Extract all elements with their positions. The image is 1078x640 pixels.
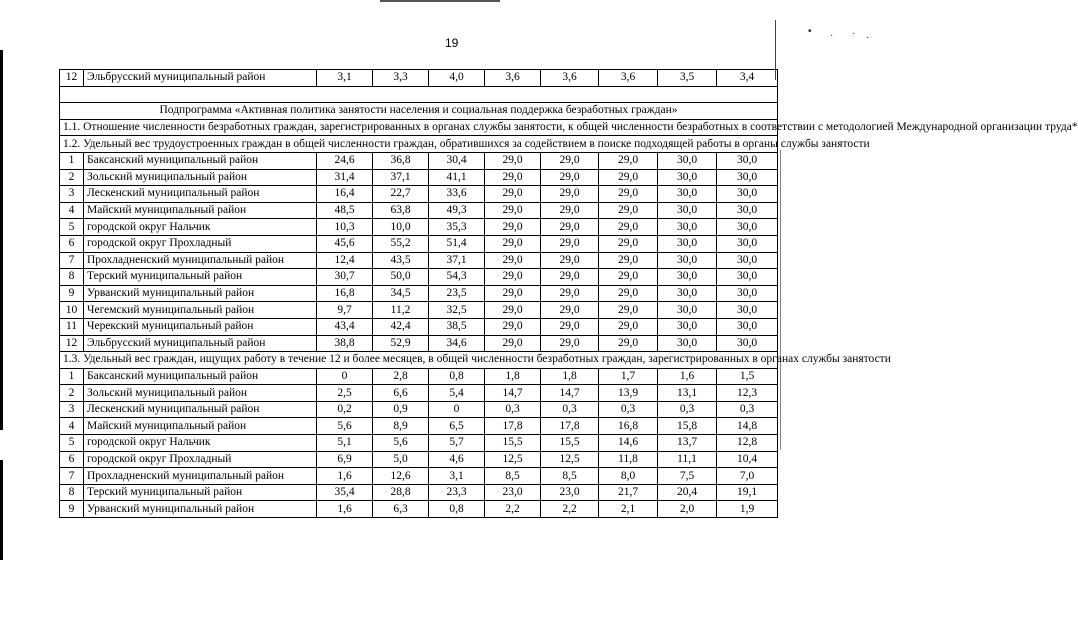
value-cell: 30,0 (717, 252, 778, 269)
value-cell: 34,6 (429, 335, 485, 352)
value-cell: 30,0 (717, 186, 778, 203)
district-name: городской округ Прохладный (84, 451, 317, 468)
value-cell: 30,0 (717, 318, 778, 335)
value-cell: 12,4 (317, 252, 373, 269)
district-name: Лескенский муниципальный район (84, 401, 317, 418)
value-cell: 30,0 (717, 269, 778, 286)
value-cell: 29,0 (485, 186, 541, 203)
table-row (60, 501, 778, 518)
district-name: Лескенский муниципальный район (84, 186, 317, 203)
row-index: 8 (60, 484, 84, 501)
value-cell: 1,6 (658, 368, 717, 385)
value-cell: 11,2 (373, 302, 429, 319)
value-cell: 14,6 (599, 435, 658, 452)
value-cell: 0,3 (658, 401, 717, 418)
value-cell: 1,8 (485, 368, 541, 385)
value-cell: 29,0 (485, 235, 541, 252)
value-cell: 51,4 (429, 235, 485, 252)
row-index: 8 (60, 269, 84, 286)
district-name: Эльбрусский муниципальный район (84, 335, 317, 352)
row-index: 3 (60, 401, 84, 418)
value-cell: 29,0 (485, 169, 541, 186)
value-cell: 30,0 (717, 335, 778, 352)
value-cell: 30,0 (658, 202, 717, 219)
table-row (60, 186, 778, 203)
value-cell: 16,4 (317, 186, 373, 203)
value-cell: 29,0 (599, 285, 658, 302)
value-cell: 28,8 (373, 484, 429, 501)
value-cell: 13,1 (658, 385, 717, 402)
row-index: 10 (60, 302, 84, 319)
value-cell: 11,1 (658, 451, 717, 468)
value-cell: 29,0 (541, 269, 599, 286)
value-cell: 4,6 (429, 451, 485, 468)
value-cell: 0,3 (541, 401, 599, 418)
table-row (60, 335, 778, 352)
value-cell: 45,6 (317, 235, 373, 252)
value-cell: 16,8 (317, 285, 373, 302)
scan-top-line (380, 0, 500, 2)
value-cell: 3,3 (373, 70, 429, 87)
value-cell: 30,0 (658, 335, 717, 352)
value-cell: 16,8 (599, 418, 658, 435)
value-cell: 23,3 (429, 484, 485, 501)
district-name: городской округ Нальчик (84, 219, 317, 236)
value-cell: 12,6 (373, 468, 429, 485)
value-cell: 3,1 (429, 468, 485, 485)
value-cell: 29,0 (541, 152, 599, 169)
value-cell: 30,0 (658, 318, 717, 335)
blank-cell (60, 86, 778, 103)
value-cell: 49,3 (429, 202, 485, 219)
value-cell: 37,1 (373, 169, 429, 186)
value-cell: 52,9 (373, 335, 429, 352)
value-cell: 29,0 (599, 302, 658, 319)
value-cell: 11,8 (599, 451, 658, 468)
row-index: 2 (60, 169, 84, 186)
value-cell: 5,1 (317, 435, 373, 452)
table-row (60, 401, 778, 418)
value-cell: 2,8 (373, 368, 429, 385)
indicator-row (60, 119, 778, 136)
value-cell: 0,3 (599, 401, 658, 418)
value-cell: 29,0 (541, 219, 599, 236)
district-name: Прохладненский муниципальный район (84, 468, 317, 485)
value-cell: 29,0 (541, 318, 599, 335)
value-cell: 3,6 (485, 70, 541, 87)
table-row (60, 368, 778, 385)
value-cell: 30,0 (658, 169, 717, 186)
value-cell: 10,0 (373, 219, 429, 236)
table-row (60, 418, 778, 435)
row-index: 4 (60, 202, 84, 219)
value-cell: 0,8 (429, 501, 485, 518)
district-name: Терский муниципальный район (84, 484, 317, 501)
district-name: Баксанский муниципальный район (84, 368, 317, 385)
value-cell: 21,7 (599, 484, 658, 501)
value-cell: 30,0 (658, 152, 717, 169)
scan-dot: • (808, 26, 812, 37)
row-index: 5 (60, 219, 84, 236)
value-cell: 15,8 (658, 418, 717, 435)
indicator-1-2-title: 1.2. Удельный вес трудоустроенных граждан в общей численности граждан, обратившихся за содействием в поиске подходящей работы в органы службы занятости (60, 136, 778, 153)
value-cell: 15,5 (541, 435, 599, 452)
value-cell: 6,5 (429, 418, 485, 435)
value-cell: 29,0 (599, 152, 658, 169)
indicator-1-3-title: 1.3. Удельный вес граждан, ищущих работу в течение 12 и более месяцев, в общей численности безработных граждан, зарегистрированных в органах службы занятости (60, 352, 778, 369)
subprogram-title: Подпрограмма «Активная политика занятости населения и социальная поддержка безработных граждан» (60, 103, 778, 120)
value-cell: 29,0 (485, 252, 541, 269)
indicator-1-1-title: 1.1. Отношение численности безработных граждан, зарегистрированных в органах службы занятости, к общей численности безработных в соответствии с методологией Международной организации труда* (60, 119, 778, 136)
value-cell: 8,5 (485, 468, 541, 485)
value-cell: 37,1 (429, 252, 485, 269)
value-cell: 29,0 (485, 219, 541, 236)
value-cell: 29,0 (541, 235, 599, 252)
value-cell: 8,5 (541, 468, 599, 485)
value-cell: 29,0 (541, 186, 599, 203)
table-row (60, 269, 778, 286)
value-cell: 54,3 (429, 269, 485, 286)
district-name: Зольский муниципальный район (84, 385, 317, 402)
value-cell: 29,0 (541, 302, 599, 319)
value-cell: 0,3 (717, 401, 778, 418)
value-cell: 14,7 (485, 385, 541, 402)
value-cell: 15,5 (485, 435, 541, 452)
scan-fold-line (780, 150, 781, 450)
row-index: 6 (60, 451, 84, 468)
value-cell: 29,0 (599, 202, 658, 219)
row-index: 2 (60, 385, 84, 402)
value-cell: 23,0 (541, 484, 599, 501)
row-index: 7 (60, 252, 84, 269)
value-cell: 10,4 (717, 451, 778, 468)
value-cell: 3,1 (317, 70, 373, 87)
row-index: 6 (60, 235, 84, 252)
value-cell: 0 (429, 401, 485, 418)
value-cell: 19,1 (717, 484, 778, 501)
value-cell: 1,6 (317, 501, 373, 518)
value-cell: 1,7 (599, 368, 658, 385)
table-row (60, 318, 778, 335)
value-cell: 4,0 (429, 70, 485, 87)
value-cell: 0 (317, 368, 373, 385)
value-cell: 23,0 (485, 484, 541, 501)
table-row (60, 202, 778, 219)
value-cell: 29,0 (599, 335, 658, 352)
indicator-row (60, 136, 778, 153)
value-cell: 30,0 (717, 235, 778, 252)
district-name: Зольский муниципальный район (84, 169, 317, 186)
value-cell: 0,2 (317, 401, 373, 418)
value-cell: 2,5 (317, 385, 373, 402)
value-cell: 30,0 (658, 235, 717, 252)
value-cell: 30,0 (717, 219, 778, 236)
table-row (60, 302, 778, 319)
scan-dot: · (830, 30, 834, 41)
value-cell: 29,0 (485, 302, 541, 319)
value-cell: 30,0 (717, 302, 778, 319)
value-cell: 20,4 (658, 484, 717, 501)
value-cell: 12,3 (717, 385, 778, 402)
value-cell: 29,0 (485, 152, 541, 169)
value-cell: 2,2 (541, 501, 599, 518)
district-name: Майский муниципальный район (84, 418, 317, 435)
district-name: городской округ Нальчик (84, 435, 317, 452)
indicators-table (59, 69, 1078, 518)
value-cell: 23,5 (429, 285, 485, 302)
value-cell: 34,5 (373, 285, 429, 302)
value-cell: 30,0 (658, 186, 717, 203)
value-cell: 3,4 (717, 70, 778, 87)
value-cell: 13,7 (658, 435, 717, 452)
value-cell: 29,0 (541, 252, 599, 269)
value-cell: 29,0 (599, 235, 658, 252)
value-cell: 0,9 (373, 401, 429, 418)
value-cell: 0,3 (485, 401, 541, 418)
value-cell: 5,6 (317, 418, 373, 435)
scan-dot: · (866, 32, 870, 43)
value-cell: 36,8 (373, 152, 429, 169)
value-cell: 13,9 (599, 385, 658, 402)
value-cell: 30,0 (658, 269, 717, 286)
value-cell: 38,5 (429, 318, 485, 335)
table-row (60, 451, 778, 468)
page-number: 19 (445, 36, 459, 50)
district-name: Баксанский муниципальный район (84, 152, 317, 169)
value-cell: 12,8 (717, 435, 778, 452)
district-name: Эльбрусский муниципальный район (84, 70, 317, 87)
value-cell: 12,5 (541, 451, 599, 468)
indicator-row (60, 352, 778, 369)
value-cell: 29,0 (541, 202, 599, 219)
value-cell: 30,4 (429, 152, 485, 169)
value-cell: 41,1 (429, 169, 485, 186)
value-cell: 30,0 (717, 285, 778, 302)
value-cell: 30,0 (717, 202, 778, 219)
value-cell: 29,0 (599, 252, 658, 269)
row-index: 1 (60, 152, 84, 169)
value-cell: 14,8 (717, 418, 778, 435)
value-cell: 1,5 (717, 368, 778, 385)
row-index: 4 (60, 418, 84, 435)
value-cell: 3,6 (541, 70, 599, 87)
row-index: 9 (60, 285, 84, 302)
district-name: Майский муниципальный район (84, 202, 317, 219)
table-row (60, 235, 778, 252)
value-cell: 2,0 (658, 501, 717, 518)
table-row (60, 285, 778, 302)
value-cell: 22,7 (373, 186, 429, 203)
row-index: 11 (60, 318, 84, 335)
district-name: Урванский муниципальный район (84, 501, 317, 518)
value-cell: 38,8 (317, 335, 373, 352)
scan-dot: · (852, 28, 856, 39)
value-cell: 30,0 (658, 252, 717, 269)
district-name: Чегемский муниципальный район (84, 302, 317, 319)
subprogram-row (60, 103, 778, 120)
row-index: 5 (60, 435, 84, 452)
value-cell: 55,2 (373, 235, 429, 252)
district-name: Урванский муниципальный район (84, 285, 317, 302)
value-cell: 30,0 (717, 169, 778, 186)
value-cell: 0,8 (429, 368, 485, 385)
blank-row (60, 86, 778, 103)
value-cell: 35,4 (317, 484, 373, 501)
value-cell: 5,4 (429, 385, 485, 402)
value-cell: 29,0 (541, 285, 599, 302)
value-cell: 29,0 (599, 186, 658, 203)
table-row (60, 435, 778, 452)
value-cell: 31,4 (317, 169, 373, 186)
district-name: Черекский муниципальный район (84, 318, 317, 335)
value-cell: 8,9 (373, 418, 429, 435)
value-cell: 10,3 (317, 219, 373, 236)
value-cell: 7,0 (717, 468, 778, 485)
value-cell: 30,0 (717, 152, 778, 169)
value-cell: 6,3 (373, 501, 429, 518)
value-cell: 48,5 (317, 202, 373, 219)
value-cell: 1,6 (317, 468, 373, 485)
value-cell: 3,5 (658, 70, 717, 87)
value-cell: 29,0 (485, 318, 541, 335)
value-cell: 1,9 (717, 501, 778, 518)
value-cell: 5,6 (373, 435, 429, 452)
value-cell: 5,0 (373, 451, 429, 468)
table-row (60, 385, 778, 402)
value-cell: 29,0 (599, 169, 658, 186)
value-cell: 3,6 (599, 70, 658, 87)
value-cell: 29,0 (485, 202, 541, 219)
value-cell: 5,7 (429, 435, 485, 452)
scan-edge-mark (0, 50, 3, 430)
value-cell: 8,0 (599, 468, 658, 485)
district-name: Терский муниципальный район (84, 269, 317, 286)
value-cell: 2,1 (599, 501, 658, 518)
value-cell: 12,5 (485, 451, 541, 468)
table-row (60, 468, 778, 485)
value-cell: 29,0 (599, 318, 658, 335)
table-row (60, 484, 778, 501)
value-cell: 50,0 (373, 269, 429, 286)
value-cell: 32,5 (429, 302, 485, 319)
value-cell: 14,7 (541, 385, 599, 402)
value-cell: 29,0 (541, 335, 599, 352)
value-cell: 29,0 (599, 219, 658, 236)
value-cell: 29,0 (541, 169, 599, 186)
value-cell: 6,6 (373, 385, 429, 402)
value-cell: 43,5 (373, 252, 429, 269)
value-cell: 17,8 (541, 418, 599, 435)
row-index: 3 (60, 186, 84, 203)
table-row (60, 219, 778, 236)
value-cell: 24,6 (317, 152, 373, 169)
value-cell: 17,8 (485, 418, 541, 435)
value-cell: 30,0 (658, 219, 717, 236)
row-index: 9 (60, 501, 84, 518)
district-name: городской округ Прохладный (84, 235, 317, 252)
value-cell: 6,9 (317, 451, 373, 468)
table-row (60, 169, 778, 186)
row-index: 7 (60, 468, 84, 485)
table-row (60, 252, 778, 269)
row-index: 1 (60, 368, 84, 385)
value-cell: 7,5 (658, 468, 717, 485)
row-index: 12 (60, 70, 84, 87)
value-cell: 1,8 (541, 368, 599, 385)
value-cell: 43,4 (317, 318, 373, 335)
table-row (60, 152, 778, 169)
value-cell: 30,7 (317, 269, 373, 286)
value-cell: 29,0 (485, 285, 541, 302)
value-cell: 63,8 (373, 202, 429, 219)
value-cell: 29,0 (485, 269, 541, 286)
value-cell: 29,0 (599, 269, 658, 286)
table-row (60, 70, 778, 87)
value-cell: 35,3 (429, 219, 485, 236)
value-cell: 30,0 (658, 285, 717, 302)
value-cell: 2,2 (485, 501, 541, 518)
value-cell: 29,0 (485, 335, 541, 352)
scan-edge-mark (0, 460, 3, 560)
value-cell: 33,6 (429, 186, 485, 203)
row-index: 12 (60, 335, 84, 352)
value-cell: 9,7 (317, 302, 373, 319)
district-name: Прохладненский муниципальный район (84, 252, 317, 269)
value-cell: 42,4 (373, 318, 429, 335)
value-cell: 30,0 (658, 302, 717, 319)
